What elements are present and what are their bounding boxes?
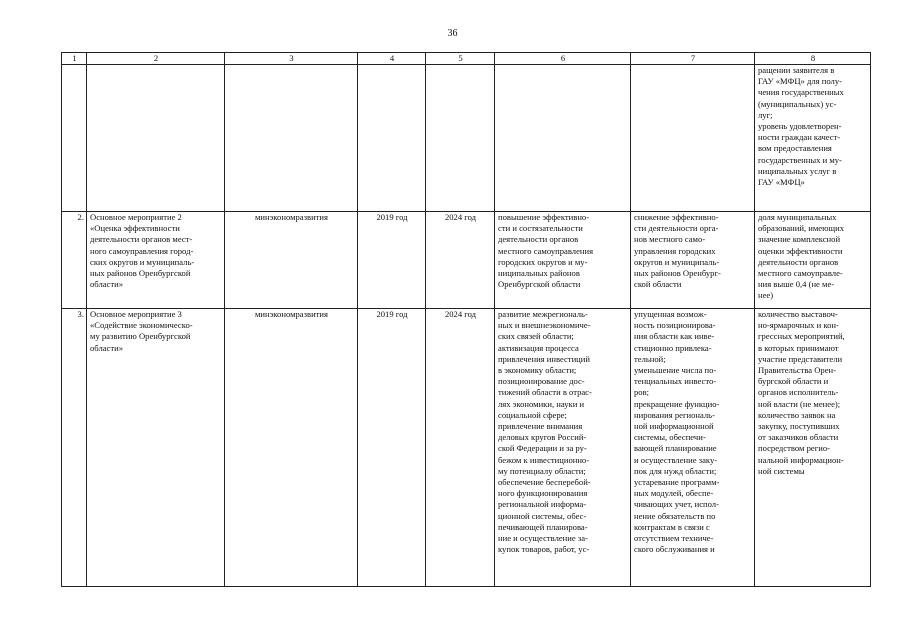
text-line: вом предоставления [758, 143, 832, 154]
text-line: бургской области и [758, 376, 829, 387]
text-line: (муниципальных) ус- [758, 98, 837, 109]
text-line: нов местного само- [634, 234, 706, 245]
cell-empty [358, 65, 426, 212]
text-line: ского обслуживания и [634, 544, 715, 555]
table-row-continuation [62, 65, 871, 212]
text-line: ниципальных районов [498, 268, 580, 279]
text-line: ния выше 0,4 (не ме- [758, 279, 835, 290]
text-line: деятельности органов [498, 234, 579, 245]
cell-consequences [631, 309, 755, 587]
text-line: контрактам в связи с [634, 521, 710, 532]
text-line: ние и осуществление за- [498, 533, 588, 544]
text-line: ционной системы, обес- [498, 510, 587, 521]
header-cell-3: 3 [225, 53, 358, 65]
text-line: образований, имеющих [758, 223, 845, 234]
table-row-2 [62, 212, 871, 309]
cell-start-year: 2019 год [358, 212, 426, 309]
cell-end-year: 2024 год [426, 309, 495, 587]
text-line: печивающей планирова- [498, 521, 588, 532]
text-line: привлечение внимания [498, 421, 583, 432]
text-line: обеспечение бесперебой- [498, 477, 591, 488]
text-line: нальной информацион- [758, 454, 844, 465]
cell-executor: минэкономразвития [225, 309, 358, 587]
text-line: бежом к инвестиционно- [498, 454, 590, 465]
text-line: в экономику области; [498, 365, 577, 376]
text-line: органов исполнитель- [758, 387, 839, 398]
text-line: упущенная возмож- [634, 309, 707, 319]
text-line: Основное мероприятие 3 [90, 309, 182, 319]
cell-lines-wrapper [634, 309, 752, 582]
text-line: сти и состязательности [498, 223, 583, 234]
cell-executor: минэкономразвития [225, 212, 358, 309]
text-line: развитие межрегиональ- [498, 309, 588, 319]
cell-measure-name [87, 309, 225, 587]
cell-indicators [755, 65, 871, 212]
text-line: закупку, поступивших [758, 421, 840, 432]
text-line: области» [90, 279, 124, 290]
text-line: тижений области в отрас- [498, 387, 592, 398]
text-line: социальной сфере; [498, 409, 567, 420]
text-line: ния области как инве- [634, 331, 715, 342]
text-line: ной системы [758, 465, 805, 476]
text-line: местного самоуправления [498, 245, 594, 256]
text-line: в которых принимают [758, 342, 839, 353]
text-line: ниципальных услуг в [758, 165, 837, 176]
text-line: нее) [758, 290, 774, 301]
cell-expected-result [495, 309, 631, 587]
text-line: деятельности органов мест- [90, 234, 193, 245]
text-line: региональной информа- [498, 499, 587, 510]
text-line: ской Федерации и за ру- [498, 443, 587, 454]
text-line: ской области [634, 279, 682, 290]
text-line: му развитию Оренбургской [90, 331, 191, 342]
text-line: повышение эффективно- [498, 212, 590, 222]
header-cell-1: 1 [62, 53, 87, 65]
header-cell-6: 6 [495, 53, 631, 65]
text-line: ной информационной [634, 421, 714, 432]
text-line: ность позиционирова- [634, 320, 716, 331]
cell-measure-name [87, 212, 225, 309]
cell-end-year: 2024 год [426, 212, 495, 309]
text-line: значение комплексной [758, 234, 841, 245]
text-line: ских округов и муниципаль- [90, 256, 195, 267]
text-line: активизация процесса [498, 342, 579, 353]
text-line: ного функционирования [498, 488, 588, 499]
text-line: доля муниципальных [758, 212, 837, 222]
table-row-3 [62, 309, 871, 587]
cell-consequences [631, 212, 755, 309]
text-line: «Содействие экономическо- [90, 320, 193, 331]
text-line: нение обязательств по [634, 510, 716, 521]
text-line: отсутствием техниче- [634, 533, 714, 544]
text-line: округов и муниципаль- [634, 256, 720, 267]
program-measures-table [61, 52, 871, 587]
text-line: но-ярмарочных и кон- [758, 320, 839, 331]
text-line: «Оценка эффективности [90, 223, 180, 234]
cell-empty [495, 65, 631, 212]
text-line: ГАУ «МФЦ» для полу- [758, 76, 842, 87]
cell-row-number: 3. [62, 309, 87, 587]
text-line: му потенциалу области; [498, 465, 586, 476]
header-row [62, 53, 871, 65]
text-line: ров; [634, 387, 650, 398]
text-line: Правительства Орен- [758, 365, 837, 376]
text-line: ращении заявителя в [758, 65, 835, 75]
text-line: системы, обеспечи- [634, 432, 706, 443]
text-line: оценки эффективности [758, 245, 843, 256]
header-cell-5: 5 [426, 53, 495, 65]
text-line: государственных и му- [758, 154, 842, 165]
text-line: Оренбургской области [498, 279, 581, 290]
text-line: тельной; [634, 353, 666, 364]
text-line: сти деятельности орга- [634, 223, 719, 234]
text-line: ных и внешнеэкономиче- [498, 320, 591, 331]
text-line: местного самоуправле- [758, 268, 843, 279]
text-line: городских округов и му- [498, 256, 588, 267]
text-line: ных районов Оренбургской [90, 268, 191, 279]
cell-start-year: 2019 год [358, 309, 426, 587]
text-line: ного самоуправления город- [90, 245, 194, 256]
text-line: чивающих учет, испол- [634, 499, 719, 510]
text-line: ных модулей, обеспе- [634, 488, 714, 499]
text-line: уменьшение числа по- [634, 365, 717, 376]
text-line: участие представители [758, 353, 843, 364]
header-cell-2: 2 [87, 53, 225, 65]
text-line: Основное мероприятие 2 [90, 212, 182, 222]
cell-empty [87, 65, 225, 212]
text-line: прекращение функцио- [634, 398, 720, 409]
text-line: от заказчиков области [758, 432, 839, 443]
text-line: стиционно привлека- [634, 342, 712, 353]
header-cell-7: 7 [631, 53, 755, 65]
text-line: снижение эффективно- [634, 212, 719, 222]
text-line: грессных мероприятий, [758, 331, 845, 342]
text-line: уровень удовлетворен- [758, 121, 842, 132]
page-number: 36 [447, 28, 458, 39]
text-line: устаревание программ- [634, 477, 720, 488]
text-line: позиционирование дос- [498, 376, 585, 387]
text-line: ности граждан качест- [758, 132, 841, 143]
text-line: нирования региональ- [634, 409, 715, 420]
text-line: ных районов Оренбург- [634, 268, 721, 279]
cell-empty [426, 65, 495, 212]
header-cell-4: 4 [358, 53, 426, 65]
text-line: управления городских [634, 245, 716, 256]
header-cell-8: 8 [755, 53, 871, 65]
text-line: деятельности органов [758, 256, 839, 267]
cell-lines-wrapper [498, 309, 628, 582]
cell-indicators [755, 212, 871, 309]
text-line: купок товаров, работ, ус- [498, 544, 590, 555]
text-line: тенциальных инвесто- [634, 376, 717, 387]
text-line: количество выставоч- [758, 309, 838, 319]
text-line: посредством регио- [758, 443, 830, 454]
cell-row-number: 2. [62, 212, 87, 309]
text-line: ГАУ «МФЦ» [758, 177, 805, 188]
text-line: ских связей области; [498, 331, 574, 342]
text-line: деловых кругов Россий- [498, 432, 587, 443]
text-line: пок для нужд области; [634, 465, 717, 476]
text-line: и осуществление заку- [634, 454, 718, 465]
text-line: области» [90, 342, 124, 353]
cell-empty [631, 65, 755, 212]
cell-indicators [755, 309, 871, 587]
text-line: вающей планирование [634, 443, 717, 454]
text-line: чения государственных [758, 87, 844, 98]
cell-expected-result [495, 212, 631, 309]
text-line: привлечения инвестиций [498, 353, 590, 364]
text-line: луг; [758, 109, 773, 120]
cell-empty [62, 65, 87, 212]
text-line: количество заявок на [758, 409, 836, 420]
text-line: ной власти (не менее); [758, 398, 841, 409]
text-line: лях экономики, науки и [498, 398, 585, 409]
cell-empty [225, 65, 358, 212]
